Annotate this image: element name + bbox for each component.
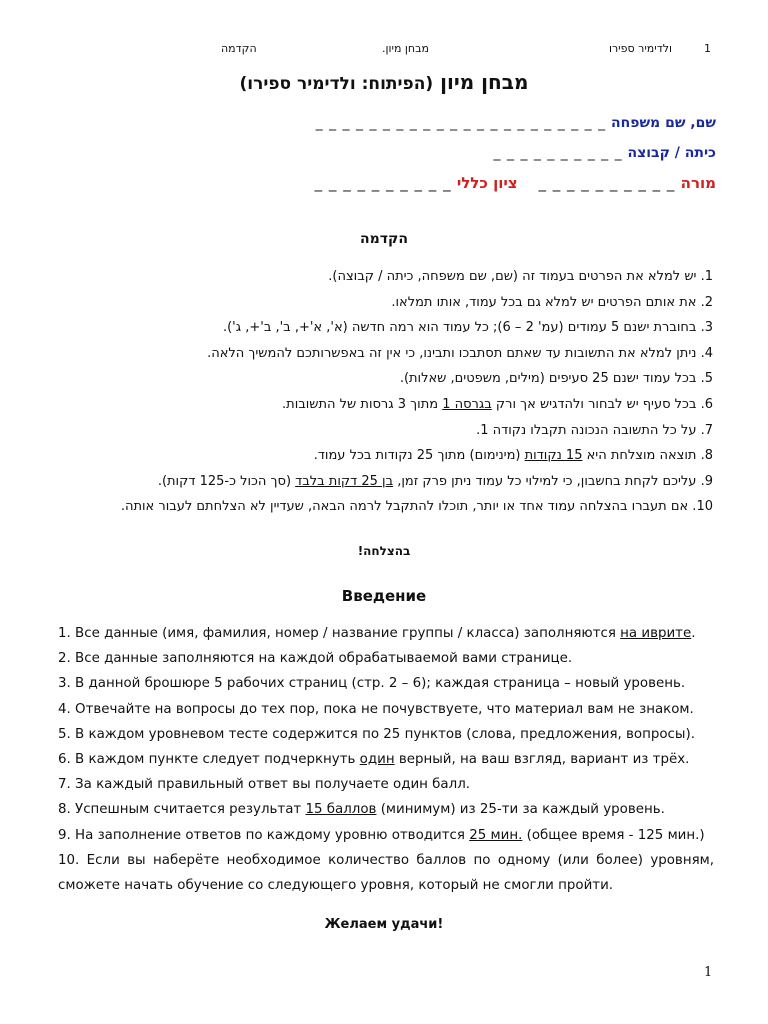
item-text: 3. В данной брошюре 5 рабочих страниц (стр. 2 – 6); каждая страница – новый уровень.	[58, 676, 686, 692]
hebrew-heading: הקדמה	[360, 231, 408, 247]
underlined-text: בן 25 דקות בלבד	[295, 473, 394, 489]
teacher-label: מורה	[680, 174, 716, 192]
item-text: 1. Все данные (имя, фамилия, номер / название группы / класса) заполняются	[58, 626, 621, 641]
underlined-text: на иврите	[620, 626, 692, 641]
item-text: верный, на ваш взгляд, вариант из трёх.	[394, 752, 690, 768]
grade-label: ציון כללי	[456, 174, 518, 192]
underlined-text: בגרסה 1	[442, 396, 492, 412]
header-author: ולדימיר ספירו	[608, 42, 672, 55]
name-label: שם, שם משפחה	[611, 115, 716, 131]
item-text: (минимум) из 25-ти за каждый уровень.	[376, 802, 665, 818]
name-field-row	[316, 115, 716, 131]
class-field-row	[494, 145, 716, 161]
grade-blank[interactable]: _ _ _ _ _ _ _ _ _ _	[314, 174, 452, 192]
list-item	[33, 317, 713, 343]
list-item	[58, 646, 714, 671]
item-text: 4. Отвечайте на вопросы до тех пор, пока не почувствуете, что материал вам не знаком.	[58, 701, 694, 717]
list-item	[33, 471, 713, 497]
list-item	[33, 292, 713, 318]
teacher-grade-row	[315, 174, 716, 192]
item-text: 7. За каждый правильный ответ вы получаете один балл.	[58, 777, 471, 793]
title-sub: (הפיתוח: ולדימיר ספירו)	[239, 74, 434, 94]
russian-heading: Введение	[341, 587, 427, 605]
header-page-number: 1	[704, 42, 711, 55]
item-text: (מינימום) מתוך 25 נקודות בכל עמוד.	[313, 448, 525, 464]
list-item	[58, 722, 714, 747]
item-text: 8. Успешным считается результат	[58, 802, 306, 818]
item-text: 5. בכל עמוד ישנם 25 סעיפים (מילים, משפטים, שאלות).	[399, 371, 713, 387]
item-text: 6. בכל סעיף יש לבחור ולהדגיש אך ורק	[491, 396, 713, 412]
item-text: (סך הכול כ-125 דקות).	[157, 473, 296, 489]
list-item	[58, 797, 714, 822]
item-text: מתוך 3 גרסות של התשובות.	[282, 396, 443, 412]
list-item	[58, 772, 714, 797]
title-main: מבחן מיון	[440, 70, 529, 94]
list-item	[33, 420, 713, 446]
list-item	[33, 496, 713, 522]
list-item	[58, 671, 714, 696]
list-item	[33, 394, 713, 420]
footer-page-number: 1	[704, 965, 713, 980]
name-blank[interactable]: _ _ _ _ _ _ _ _ _ _ _ _ _ _ _ _ _ _ _ _ _ _	[315, 115, 607, 131]
class-blank[interactable]: _ _ _ _ _ _ _ _ _ _	[493, 145, 623, 161]
item-text: 9. עליכם לקחת בחשבון, כי למילוי כל עמוד ניתן פרק זמן,	[393, 473, 713, 489]
list-item	[58, 697, 714, 722]
list-item	[33, 343, 713, 369]
item-text: .	[691, 626, 696, 641]
class-label: כיתה / קבוצה	[627, 145, 716, 161]
list-item	[58, 848, 714, 898]
item-text: 2. Все данные заполняются на каждой обрабатываемой вами странице.	[58, 651, 573, 667]
page-header	[0, 42, 768, 58]
underlined-text: один	[359, 752, 395, 768]
item-text: 3. בחוברת ישנם 5 עמודים (עמ' 2 – 6); כל עמוד הוא רמה חדשה (א', א'+, ב', ב'+, ג').	[222, 320, 713, 336]
underlined-text: 15 баллов	[305, 802, 377, 818]
item-text: 5. В каждом уровневом тесте содержится по 25 пунктов (слова, предложения, вопросы).	[58, 726, 695, 742]
hebrew-wish: בהצלחה!	[357, 544, 411, 558]
russian-instructions	[58, 621, 714, 898]
list-item	[33, 368, 713, 394]
page-title	[0, 70, 768, 94]
header-test-name: מבחן מיון.	[382, 42, 429, 55]
list-item	[33, 266, 713, 292]
list-item	[58, 823, 714, 848]
hebrew-instructions	[33, 266, 713, 522]
underlined-text: 25 мин.	[469, 827, 523, 843]
item-text: 4. ניתן למלא את התשובות עד שאתם תסתבכו ותבינו, כי אין זה באפשרותכם להמשיך הלאה.	[207, 345, 713, 361]
underlined-text: 15 נקודות	[524, 448, 583, 464]
item-text: 1. יש למלא את הפרטים בעמוד זה (שם, שם משפחה, כיתה / קבוצה).	[328, 269, 713, 284]
header-section: הקדמה	[221, 42, 257, 55]
teacher-blank[interactable]: _ _ _ _ _ _ _ _ _ _	[538, 174, 676, 192]
item-text: 10. Если вы наберёте необходимое количество баллов по одному (или более) уровням, сможете начать обучение со следующего уровня, который не смогли пройти.	[58, 852, 714, 894]
item-text: 2. את אותם הפרטים יש למלא גם בכל עמוד, אותו תמלאו.	[391, 294, 713, 310]
item-text: (общее время - 125 мин.)	[522, 827, 705, 843]
russian-wish: Желаем удачи!	[324, 917, 444, 932]
item-text: 8. תוצאה מוצלחת היא	[582, 448, 713, 464]
item-text: 7. על כל התשובה הנכונה תקבלו נקודה 1.	[476, 422, 713, 438]
item-text: 6. В каждом пункте следует подчеркнуть	[58, 752, 360, 768]
list-item	[33, 445, 713, 471]
item-text: 9. На заполнение ответов по каждому уровню отводится	[58, 827, 470, 843]
list-item	[58, 747, 714, 772]
list-item	[58, 621, 714, 646]
item-text: 10. אם תעברו בהצלחה עמוד אחד או יותר, תוכלו להתקבל לרמה הבאה, שעדיין לא הצלחתם לעבור אותה.	[120, 499, 713, 515]
